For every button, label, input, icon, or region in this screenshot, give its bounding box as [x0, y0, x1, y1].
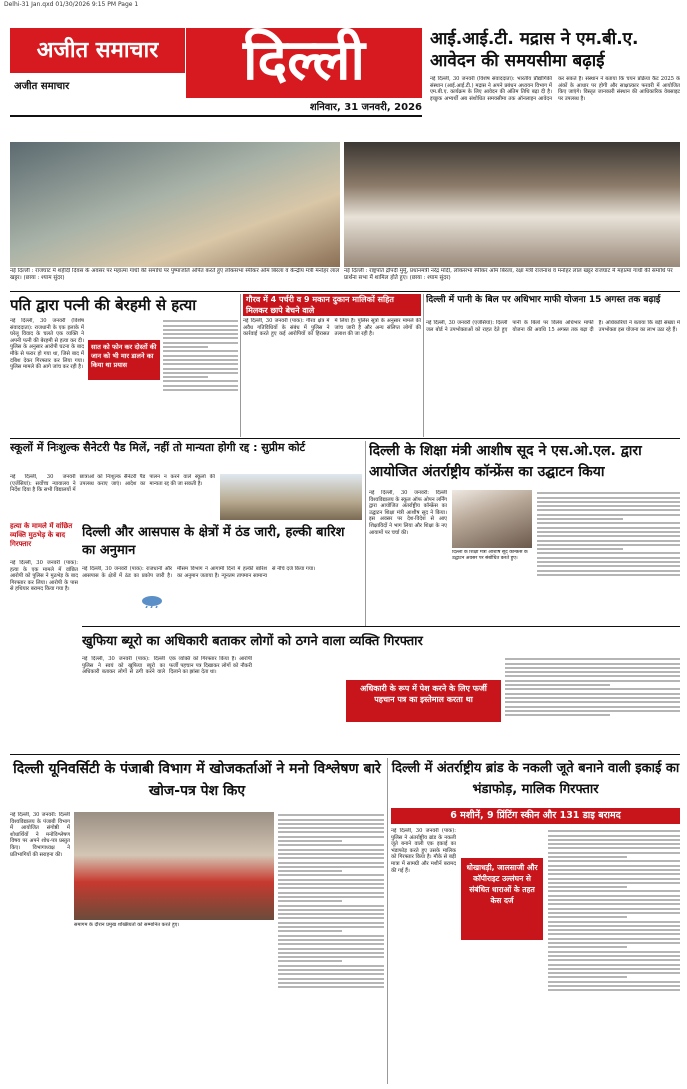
text-texture-line — [548, 921, 680, 923]
text-texture-line — [278, 956, 384, 958]
text-texture-line — [548, 873, 680, 875]
text-texture-line — [548, 951, 680, 953]
text-texture-line — [505, 714, 610, 716]
water-headline: दिल्ली में पानी के बिल पर अधिभार माफी योजना 15 अगस्त तक बढ़ाई — [426, 295, 661, 305]
text-texture-line — [548, 882, 680, 884]
masthead-dateline: शनिवार, 31 जनवरी, 2026 — [309, 102, 422, 113]
du-photo-caption: समागम के दौरान प्रमुख शख्सियतों को सम्मानित करते हुए। — [74, 922, 180, 928]
text-texture-line — [537, 574, 680, 576]
text-texture-line — [278, 939, 384, 941]
text-texture-line — [548, 972, 680, 974]
text-texture-line — [548, 852, 680, 854]
text-texture-line — [278, 900, 342, 902]
paper-name-logo: अजीत समाचार — [36, 37, 159, 63]
text-texture-line — [537, 518, 623, 520]
text-texture-line — [537, 561, 680, 563]
text-texture-line — [278, 883, 384, 885]
text-texture-line — [537, 527, 680, 529]
shoes-headline: दिल्ली में अंतर्राष्ट्रीय ब्रांड के नकली जूते बनाने वाली इकाई का भंडाफोड़, मालिक गिरफ्तार — [391, 761, 680, 797]
text-texture-line — [163, 363, 238, 365]
text-texture-line — [537, 492, 680, 494]
text-texture-line — [537, 552, 680, 554]
supreme-headline: स्कूलों में निःशुल्क सैनेटरी पैड मिलें, नहीं तो मान्यता होगी रद्द : सुप्रीम कोर्ट — [10, 441, 306, 454]
masthead-sub-label: अजीत समाचार — [14, 81, 70, 92]
text-texture-line — [278, 973, 384, 975]
text-texture-line — [548, 985, 680, 987]
text-texture-line — [537, 540, 680, 542]
rajghat-photo-right — [344, 142, 680, 267]
photo-caption-right: नई दिल्ली : राष्ट्रपति द्रौपदी मुर्मू, प्रधानमंत्री नरेंद्र मोदी, लोकसभा स्पीकर ओम बिरला, रक्षा मंत्री राजनाथ व मनोहर लाल खट्टर राजघाट में महात्मा गांधी की समाधि पर प्रार्थना सभा में शामिल होते हुए। (छाया : श्याम सुंदर) — [344, 268, 673, 281]
husband-pullquote: सात को फोन कर दोस्तों की जान को भी मार डालने का किया था प्रयास — [88, 340, 160, 380]
text-texture-line — [548, 895, 680, 897]
husband-headline: पति द्वारा पत्नी की बेरहमी से हत्या — [10, 296, 197, 314]
text-texture-line — [278, 814, 384, 816]
text-texture-line — [278, 922, 384, 924]
text-texture-line — [163, 337, 238, 339]
text-texture-line — [548, 886, 627, 888]
text-texture-line — [278, 909, 384, 911]
text-texture-line — [278, 986, 384, 988]
text-texture-line — [163, 376, 208, 378]
text-texture-line — [548, 946, 627, 948]
text-texture-line — [548, 843, 680, 845]
text-texture-line — [548, 903, 680, 905]
text-texture-line — [278, 844, 384, 846]
ib-body: नई दिल्ली, 30 जनवरी (पाक): दिल्ली पुलिस ने स्वयं को खुफिया ब्यूरो का अधिकारी बताकर लोगों से ठगी करने वाले एक व्यक्ति को गिरफ्तार किया है। आरोपी फर्जी पहचान पत्र दिखाकर लोगों को नौकरी दिलाने का झांसा देता था। — [82, 656, 252, 676]
text-texture-line — [163, 350, 238, 352]
husband-body-left — [10, 318, 84, 435]
supreme-body: नई दिल्ली, 30 जनवरी (एजेंसियां): सर्वोच्च न्यायालय ने निर्देश दिया है कि सभी विद्यालयों में छात्राओं को निःशुल्क सैनेटरी पैड उपलब्ध कराए जाएं। आदेश का पालन न करने वाले स्कूलों की मान्यता रद्द की जा सकती है। — [10, 474, 215, 494]
text-texture-line — [163, 389, 238, 391]
text-texture-line — [278, 913, 384, 915]
minister-body-right — [537, 490, 680, 622]
col-sep-3 — [365, 441, 366, 626]
iit-body: नई दिल्ली, 30 जनवरी (विशेष संवाददाता): भारतीय प्रौद्योगिकी संस्थान (आई.आई.टी.) मद्रास ने अपने प्रबंधन अध्ययन विभाग में एम.बी.ए. कार्यक्रम के लिए आवेदन की अंतिम तिथि बढ़ा दी है। इच्छुक अभ्यर्थी अब संशोधित समयसीमा तक ऑनलाइन आवेदन कर सकते हैं। संस्थान ने बताया कि चयन प्रक्रिया कैट 2025 के अंकों के आधार पर होगी और साक्षात्कार फरवरी में आयोजित किए जाएंगे। विस्तृत जानकारी संस्थान की आधिकारिक वेबसाइट पर उपलब्ध है। — [430, 76, 680, 102]
text-texture-line — [278, 819, 384, 821]
text-texture-line — [548, 912, 680, 914]
text-texture-line — [548, 865, 680, 867]
divider-row2 — [10, 438, 680, 439]
text-texture-line — [505, 697, 680, 699]
text-texture-line — [548, 968, 680, 970]
text-texture-line — [505, 706, 680, 708]
text-texture-line — [278, 823, 384, 825]
shoes-pullquote: धोखाधड़ी, जालसाजी और कॉपीराइट उल्लंघन से संबंधित धाराओं के तहत केस दर्ज — [461, 858, 543, 940]
text-texture-line — [548, 830, 680, 832]
text-texture-line — [278, 892, 384, 894]
text-texture-line — [278, 969, 384, 971]
text-texture-line — [505, 688, 680, 690]
text-texture-line — [537, 531, 680, 533]
text-texture-line — [278, 930, 342, 932]
text-texture-line — [163, 372, 238, 374]
text-texture-line — [548, 981, 680, 983]
text-texture-line — [278, 874, 384, 876]
col-sep-2 — [423, 294, 424, 437]
text-texture-line — [278, 943, 384, 945]
text-texture-line — [548, 955, 680, 957]
text-texture-line — [278, 952, 384, 954]
text-texture-line — [537, 548, 623, 550]
photo-caption-left: नई दिल्ली : राजघाट में शहीदी दिवस के अवसर पर महात्मा गांधी की समाधि पर पुष्पांजलि अर्पित करते हुए लोकसभा स्पीकर ओम बिरला व केन्द्रीय मंत्री मनोहर लाल खट्टर। (छाया : श्याम सुंदर) — [10, 268, 340, 281]
text-texture-line — [278, 836, 384, 838]
text-texture-line — [278, 982, 384, 984]
supreme-court-photo — [220, 474, 362, 520]
text-texture-line — [505, 684, 610, 686]
text-texture-line — [278, 857, 384, 859]
text-texture-line — [548, 964, 680, 966]
divider-row3 — [82, 626, 680, 627]
edition-city-logo: दिल्ली — [243, 28, 365, 93]
text-texture-line — [163, 385, 238, 387]
text-texture-line — [537, 570, 680, 572]
shoes-body-right — [548, 828, 680, 1084]
iit-headline: आई.आई.टी. मद्रास ने एम.बी.ए. आवेदन की समयसीमा बढ़ाई — [430, 29, 639, 71]
ib-headline: खुफिया ब्यूरो का अधिकारी बताकर लोगों को ठगने वाला व्यक्ति गिरफ्तार — [82, 634, 423, 649]
husband-body-text: नई दिल्ली, 30 जनवरी (विशेष संवाददाता): राजधानी के एक इलाके में घरेलू विवाद के चलते एक व्यक्ति ने अपनी पत्नी की बेरहमी से हत्या कर दी। पुलिस के अनुसार आरोपी घटना के बाद मौके से फरार हो गया था, जिसे बाद में दबिश देकर गिरफ्तार कर लिया गया। पुलिस मामले की आगे जांच कर रही है। — [10, 318, 84, 371]
text-texture-line — [278, 978, 384, 980]
text-texture-line — [548, 839, 680, 841]
text-texture-line — [537, 522, 680, 524]
du-body: नई दिल्ली, 30 जनवरी: दिल्ली विश्वविद्यालय के पंजाबी विभाग में आयोजित संगोष्ठी में शोधार्थियों ने मनोविश्लेषण विषय पर अपने शोध-पत्र प्रस्तुत किए। विभागाध्यक्ष ने प्रतिभागियों की सराहना की। — [10, 812, 70, 858]
divider-photos — [10, 291, 680, 292]
text-texture-line — [537, 501, 680, 503]
rain-cloud-icon — [140, 594, 164, 608]
gaurav-headline: गौरव में 4 पर्चरी व 9 मकान दुकान मालिकों सहित मिलकर छापे बेचने वाले — [243, 294, 421, 316]
text-texture-line — [278, 866, 384, 868]
text-texture-line — [278, 840, 342, 842]
text-texture-line — [548, 925, 680, 927]
print-info: Delhi-31 Jan.qxd 01/30/2026 9:15 PM Page 1 — [4, 1, 139, 8]
text-texture-line — [548, 860, 680, 862]
minister-body-left: नई दिल्ली, 30 जनवरी: दिल्ली विश्वविद्यालय के स्कूल ऑफ ओपन लर्निंग द्वारा आयोजित अंतर्राष्ट्रीय कॉन्फ्रेंस का उद्घाटन शिक्षा मंत्री आशीष सूद ने किया। इस अवसर पर देश-विदेश से आए शिक्षाविदों ने भाग लिया और शिक्षा के नए आयामों पर चर्चा की। — [369, 490, 447, 536]
text-texture-line — [548, 835, 680, 837]
text-texture-line — [537, 557, 680, 559]
text-texture-line — [163, 359, 238, 361]
text-texture-line — [548, 933, 680, 935]
text-texture-line — [278, 849, 384, 851]
minister-photo — [452, 490, 532, 548]
text-texture-line — [278, 887, 384, 889]
text-texture-line — [505, 663, 680, 665]
text-texture-line — [505, 658, 680, 660]
text-texture-line — [548, 916, 627, 918]
col-sep-4 — [387, 758, 388, 1084]
masthead-city-block — [186, 28, 422, 98]
text-texture-line — [548, 938, 680, 940]
text-texture-line — [505, 680, 680, 682]
divider-row4 — [10, 754, 680, 755]
masthead-logo-block — [10, 28, 185, 73]
minister-photo-caption: दिल्ली के शिक्षा मंत्री आशीष सूद कॉन्फ्रेंस के उद्घाटन अवसर पर संबोधित करते हुए। — [452, 550, 528, 561]
text-texture-line — [278, 960, 342, 962]
text-texture-line — [163, 342, 238, 344]
text-texture-line — [548, 899, 680, 901]
text-texture-line — [537, 509, 680, 511]
text-texture-line — [537, 565, 680, 567]
murder-body: नई दिल्ली, 30 जनवरी (पाक): हत्या के एक मामले में वांछित आरोपी को पुलिस ने मुठभेड़ के बाद गिरफ्तार कर लिया। आरोपी के पास से हथियार बरामद किया गया है। — [10, 560, 78, 593]
text-texture-line — [537, 535, 680, 537]
text-texture-line — [278, 827, 384, 829]
rajghat-photo-left — [10, 142, 340, 267]
text-texture-line — [278, 831, 384, 833]
text-texture-line — [548, 869, 680, 871]
text-texture-line — [278, 870, 342, 872]
text-texture-line — [163, 346, 208, 348]
text-texture-line — [278, 948, 384, 950]
husband-body-right — [163, 318, 238, 435]
text-texture-line — [537, 497, 680, 499]
text-texture-line — [505, 671, 680, 673]
masthead-rule — [10, 115, 422, 117]
col-sep-1 — [240, 294, 241, 437]
text-texture-line — [548, 942, 680, 944]
text-texture-line — [163, 368, 238, 370]
text-texture-line — [548, 890, 680, 892]
text-texture-line — [163, 325, 238, 327]
text-texture-line — [163, 380, 238, 382]
text-texture-line — [537, 514, 680, 516]
text-texture-line — [278, 935, 384, 937]
text-texture-line — [163, 320, 238, 322]
ib-body-right — [505, 656, 680, 752]
text-texture-line — [163, 329, 238, 331]
shoes-body: नई दिल्ली, 30 जनवरी (पाक): पुलिस ने अंतर्राष्ट्रीय ब्रांड के नकली जूते बनाने वाली एक इकाई का भंडाफोड़ करते हुए उसके मालिक को गिरफ्तार किया है। मौके से बड़ी मात्रा में सामग्री और मशीनें बरामद की गई हैं। — [391, 828, 456, 874]
text-texture-line — [163, 355, 238, 357]
text-texture-line — [505, 701, 680, 703]
text-texture-line — [505, 693, 680, 695]
text-texture-line — [505, 710, 680, 712]
text-texture-line — [548, 856, 627, 858]
text-texture-line — [278, 917, 384, 919]
text-texture-line — [548, 989, 680, 991]
minister-headline: दिल्ली के शिक्षा मंत्री आशीष सूद ने एस.ओ.एल. द्वारा आयोजित अंतर्राष्ट्रीय कॉन्फ्रेंस का उद्घाटन किया — [369, 443, 642, 480]
murder-headline: हत्या के मामले में वांछित व्यक्ति मुठभेड़ के बाद गिरफ्तार — [10, 522, 73, 548]
cold-headline: दिल्ली और आसपास के क्षेत्रों में ठंड जारी, हल्की बारिश का अनुमान — [82, 525, 345, 558]
du-photo — [74, 812, 274, 920]
text-texture-line — [548, 976, 627, 978]
text-texture-line — [537, 544, 680, 546]
text-texture-line — [505, 667, 680, 669]
water-body: नई दिल्ली, 30 जनवरी (एजेंसियां): दिल्ली जल बोर्ड ने उपभोक्ताओं को राहत देते हुए पानी के बिलों पर विलंब अधिभार माफी योजना की अवधि 15 अगस्त तक बढ़ा दी है। अधिकारियों ने बताया कि बड़ी संख्या में उपभोक्ता इस योजना का लाभ उठा रहे हैं। — [426, 320, 680, 333]
text-texture-line — [278, 905, 384, 907]
cold-body: नई दिल्ली, 30 जनवरी (पाक): राजधानी और आसपास के क्षेत्रों में ठंड का प्रकोप जारी है। मौसम विभाग ने आगामी दिनों में हल्की बारिश का अनुमान जताया है। न्यूनतम तापमान सामान्य से नीचे दर्ज किया गया। — [82, 566, 316, 579]
gaurav-body: नई दिल्ली, 30 जनवरी (पाक): गौरव क्षेत्र में अवैध गतिविधियों के संबंध में पुलिस ने कार्रवाई करते हुए कई आरोपियों को हिरासत में लिया है। पुलिस सूत्रों के अनुसार मामले की जांच जारी है और अन्य संलिप्त लोगों की तलाश की जा रही है। — [243, 318, 421, 338]
du-headline: दिल्ली यूनिवर्सिटी के पंजाबी विभाग में खोजकर्ताओं ने मनो विश्लेषण बारे खोज-पत्र पेश किए — [13, 761, 381, 799]
text-texture-line — [548, 959, 680, 961]
text-texture-line — [278, 926, 384, 928]
text-texture-line — [548, 878, 680, 880]
du-body-right — [278, 812, 384, 1084]
ib-pullquote: अधिकारी के रूप में पेश करने के लिए फर्जी पहचान पत्र का इस्तेमाल करता था — [346, 680, 501, 722]
text-texture-line — [505, 675, 680, 677]
text-texture-line — [548, 908, 680, 910]
text-texture-line — [278, 879, 384, 881]
text-texture-line — [537, 505, 680, 507]
text-texture-line — [548, 929, 680, 931]
text-texture-line — [548, 847, 680, 849]
text-texture-line — [278, 853, 384, 855]
text-texture-line — [278, 965, 384, 967]
text-texture-line — [163, 333, 238, 335]
text-texture-line — [278, 896, 384, 898]
shoes-subhead: 6 मशीनें, 9 प्रिंटिंग स्कीन और 131 डाइ बरामद — [391, 808, 680, 824]
text-texture-line — [278, 862, 384, 864]
